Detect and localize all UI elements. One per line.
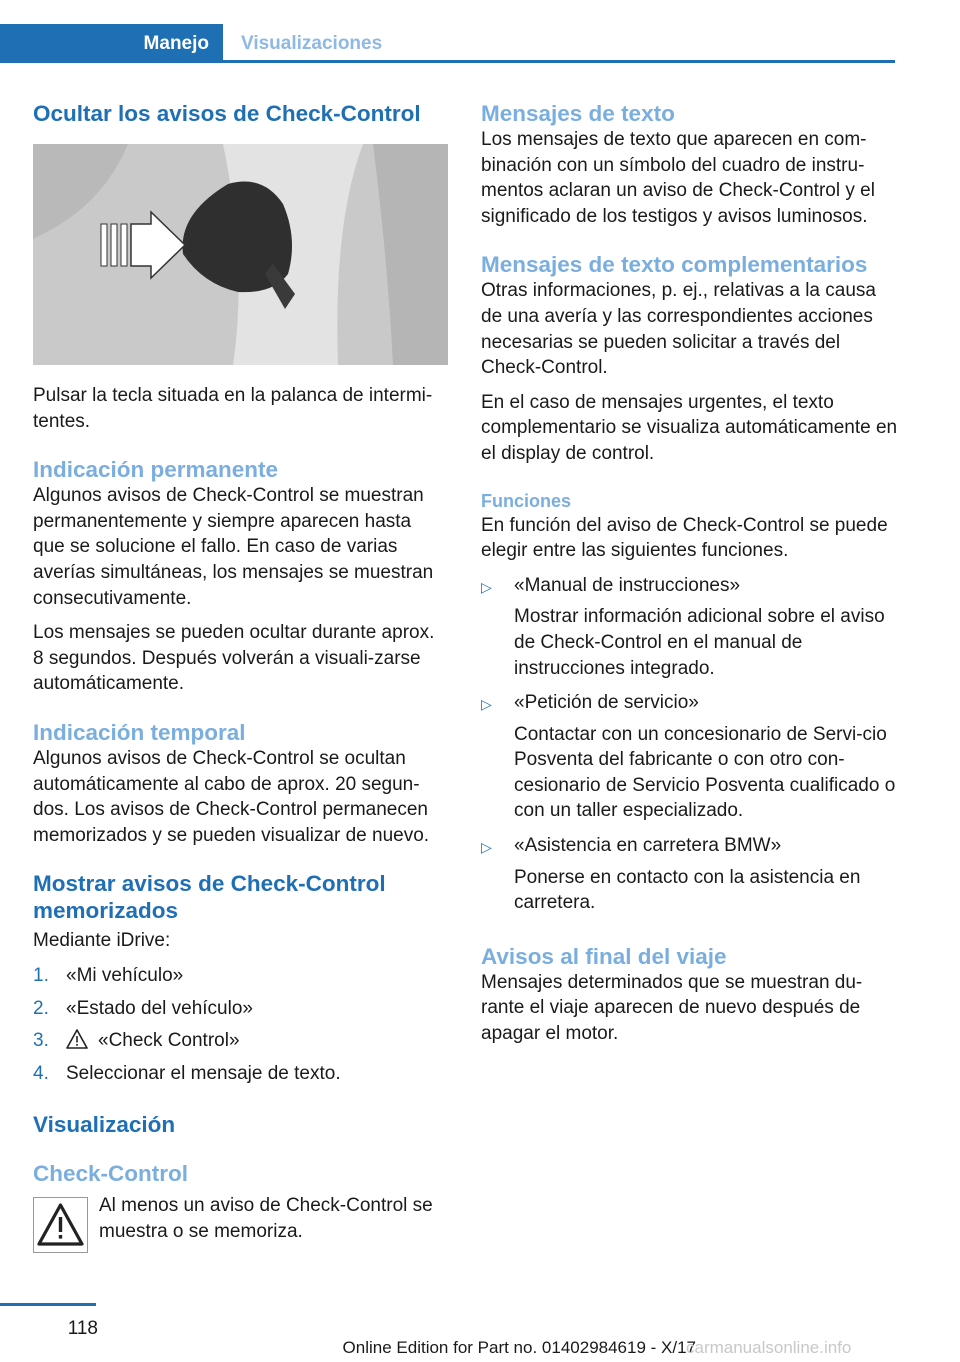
function-description: Mostrar información adicional sobre el aviso de Check-Control en el manual de instrucciones integrado. bbox=[514, 606, 885, 679]
heading-stored-warnings: Mostrar avisos de Check-Control memorizados bbox=[33, 871, 386, 924]
list-item bbox=[33, 963, 448, 989]
warning-triangle-icon bbox=[66, 1029, 88, 1049]
left-column bbox=[33, 100, 448, 1253]
step-number: 1. bbox=[33, 964, 49, 986]
function-title: «Petición de servicio» bbox=[514, 692, 699, 714]
figure-caption: Pulsar la tecla situada en la palanca de intermi-tentes. bbox=[33, 385, 433, 432]
paragraph-complementary-2: En el caso de mensajes urgentes, el texto complementario se visualiza automáticamente en el display de control. bbox=[481, 391, 898, 464]
triangle-bullet-icon: ▷ bbox=[481, 578, 492, 595]
paragraph-idrive: Mediante iDrive: bbox=[33, 930, 171, 952]
step-text: Seleccionar el mensaje de texto. bbox=[66, 1062, 341, 1084]
step-text: «Mi vehículo» bbox=[66, 964, 184, 986]
heading-complementary: Mensajes de texto complementarios bbox=[481, 252, 868, 278]
function-description: Contactar con un concesionario de Servi-cio Posventa del fabricante o con otro con-cesionario de Servicio Posventa cualificado o con un taller especializado. bbox=[514, 723, 896, 822]
paragraph-end-of-trip: Mensajes determinados que se muestran du-rante el viaje aparecen de nuevo después de apagar el motor. bbox=[481, 971, 863, 1045]
footer-rule bbox=[0, 1303, 96, 1306]
list-item bbox=[33, 996, 448, 1022]
paragraph-complementary-1: Otras informaciones, p. ej., relativas a la causa de una avería y las correspondientes acciones necesarias se pueden solicitar a través del Check-Control. bbox=[481, 280, 876, 379]
paragraph-permanent-2: Los mensajes se pueden ocultar durante aprox. 8 segundos. Después volverán a visuali-zarse automáticamente. bbox=[33, 622, 435, 695]
list-item bbox=[481, 690, 901, 824]
step-number: 3. bbox=[33, 1030, 49, 1052]
list-item bbox=[481, 573, 901, 681]
list-item bbox=[33, 1061, 448, 1087]
heading-check-control: Check-Control bbox=[33, 1161, 189, 1187]
header-rule bbox=[0, 60, 895, 63]
triangle-bullet-icon: ▷ bbox=[481, 696, 492, 713]
watermark: carmanualsonline.info bbox=[686, 1338, 852, 1357]
triangle-bullet-icon: ▷ bbox=[481, 839, 492, 856]
paragraph-temporal: Algunos avisos de Check-Control se ocultan automáticamente al cabo de aprox. 20 segun-dos. Los avisos de Check-Control permanecen memorizados y se pueden visualizar de nuevo. bbox=[33, 747, 430, 846]
edition-note: Online Edition for Part no. 01402984619 - X/17 bbox=[342, 1338, 696, 1357]
paragraph-text-messages: Los mensajes de texto que aparecen en com-binación con un símbolo del cuadro de instru-mentos aclaran un aviso de Check-Control y el significado de los testigos y avisos luminosos. bbox=[481, 129, 875, 227]
function-description: Ponerse en contacto con la asistencia en carretera. bbox=[514, 866, 861, 914]
functions-list bbox=[481, 573, 901, 916]
paragraph-functions: En función del aviso de Check-Control se puede elegir entre las siguientes funciones. bbox=[481, 514, 888, 562]
step-number: 4. bbox=[33, 1062, 49, 1084]
heading-end-of-trip: Avisos al final del viaje bbox=[481, 943, 727, 969]
turn-signal-lever-figure bbox=[33, 144, 448, 365]
paragraph-permanent-1: Algunos avisos de Check-Control se muestran permanentemente y siempre aparecen hasta que se solucione el fallo. En caso de varias averías simultáneas, los mensajes se muestran consecutivamente. bbox=[33, 485, 434, 609]
heading-text-messages: Mensajes de texto bbox=[481, 101, 675, 126]
step-text: «Check Control» bbox=[98, 1030, 240, 1052]
tab-manejo: Manejo bbox=[0, 24, 223, 63]
warning-triangle-icon bbox=[33, 1197, 88, 1253]
heading-visualizacion: Visualización bbox=[33, 1112, 176, 1138]
list-item bbox=[33, 1028, 448, 1054]
heading-hide-warnings: Ocultar los avisos de Check-Control bbox=[33, 101, 421, 126]
step-number: 2. bbox=[33, 997, 49, 1019]
list-item bbox=[481, 833, 901, 916]
page-number: 118 bbox=[67, 1318, 98, 1339]
function-title: «Asistencia en carretera BMW» bbox=[514, 835, 782, 857]
check-control-row bbox=[33, 1193, 448, 1253]
step-text: «Estado del vehículo» bbox=[66, 997, 253, 1019]
function-title: «Manual de instrucciones» bbox=[514, 574, 741, 596]
heading-temporal: Indicación temporal bbox=[33, 719, 246, 745]
right-column bbox=[481, 100, 901, 1047]
idrive-steps-list bbox=[33, 963, 448, 1086]
heading-permanent: Indicación permanente bbox=[33, 457, 279, 483]
paragraph-check-control: Al menos un aviso de Check-Control se muestra o se memoriza. bbox=[99, 1195, 433, 1242]
heading-functions: Funciones bbox=[481, 490, 572, 511]
tab-visualizaciones: Visualizaciones bbox=[241, 32, 383, 54]
lever-illustration bbox=[33, 144, 448, 365]
